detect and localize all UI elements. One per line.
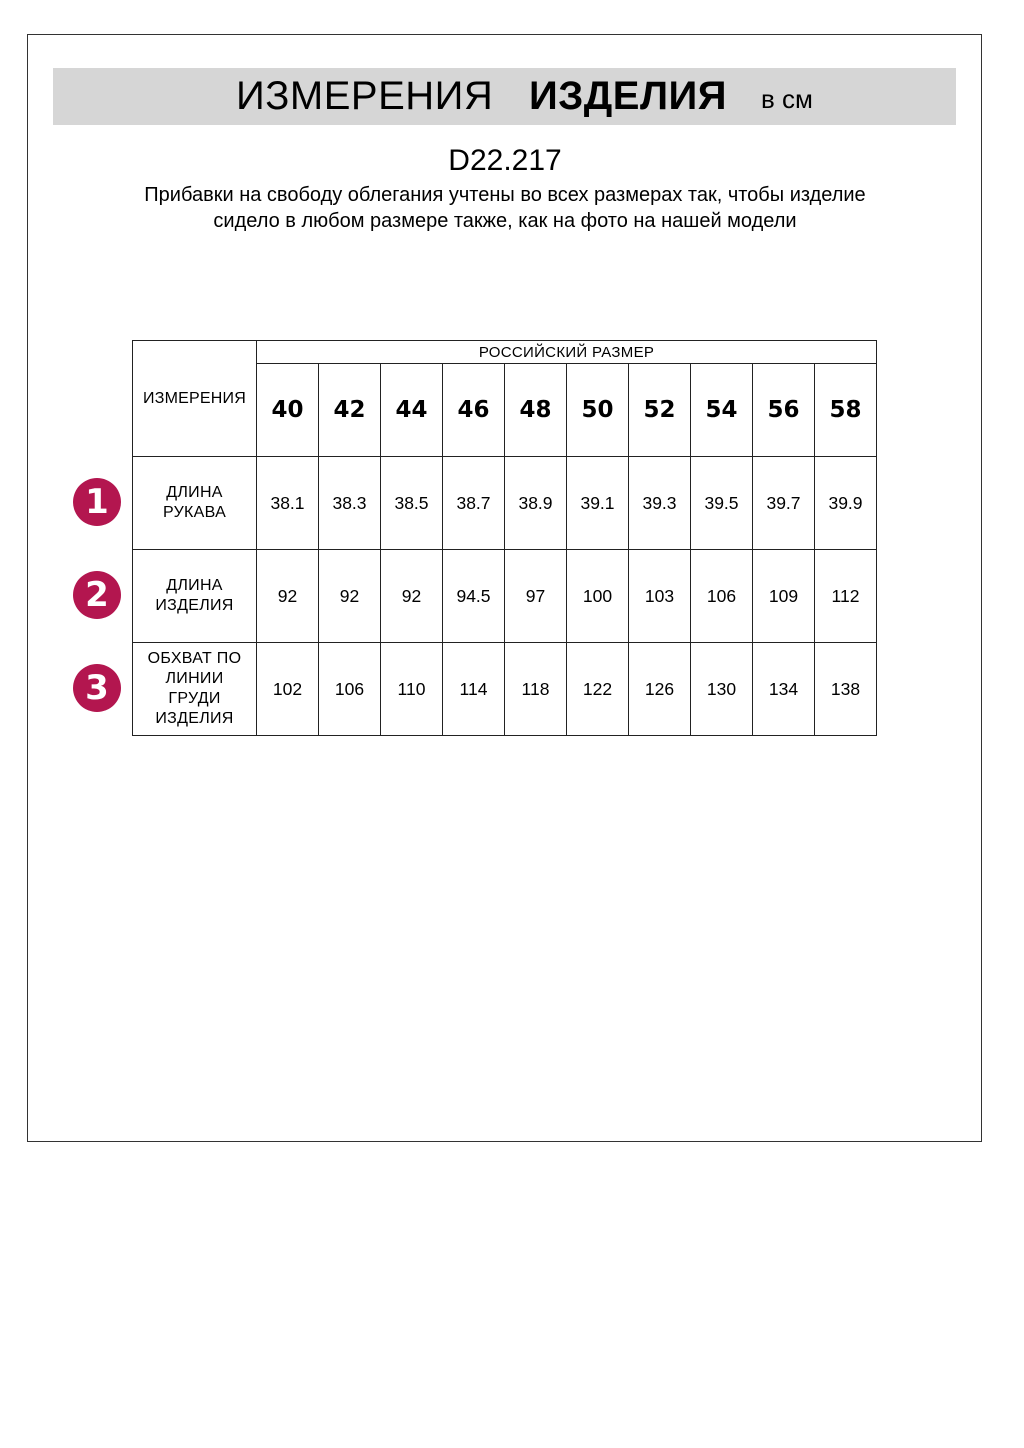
row-label <box>133 457 257 550</box>
size-header: 40 <box>257 364 319 457</box>
table-cell: 118 <box>505 643 567 736</box>
row-label-line: ДЛИНА <box>166 577 223 594</box>
table-cell: 92 <box>381 550 443 643</box>
table-cell: 94.5 <box>443 550 505 643</box>
size-header: 50 <box>567 364 629 457</box>
table-cell: 112 <box>815 550 877 643</box>
marker-badge-2: 2 <box>73 571 121 619</box>
table-row-chest-girth <box>133 643 877 736</box>
size-header: 48 <box>505 364 567 457</box>
marker-badge-1: 1 <box>73 478 121 526</box>
row-label <box>133 550 257 643</box>
table-cell: 110 <box>381 643 443 736</box>
table-cell: 114 <box>443 643 505 736</box>
table-cell: 38.7 <box>443 457 505 550</box>
table-cell: 39.3 <box>629 457 691 550</box>
table-cell: 103 <box>629 550 691 643</box>
size-header: 52 <box>629 364 691 457</box>
table-cell: 97 <box>505 550 567 643</box>
row-label-line: ГРУДИ <box>168 690 221 707</box>
measurements-header: ИЗМЕРЕНИЯ <box>133 341 257 457</box>
size-header: 44 <box>381 364 443 457</box>
table-cell: 38.3 <box>319 457 381 550</box>
row-label <box>133 643 257 736</box>
table-cell: 106 <box>319 643 381 736</box>
row-label-line: ДЛИНА <box>166 484 223 501</box>
size-header: 58 <box>815 364 877 457</box>
row-label-line: ИЗДЕЛИЯ <box>155 597 234 614</box>
size-header: 46 <box>443 364 505 457</box>
table-cell: 102 <box>257 643 319 736</box>
row-label-line: ОБХВАТ ПО <box>147 650 242 667</box>
table-cell: 122 <box>567 643 629 736</box>
table-cell: 100 <box>567 550 629 643</box>
page-title-regular: ИЗМЕРЕНИЯ <box>236 74 494 118</box>
table-cell: 138 <box>815 643 877 736</box>
row-label-line: РУКАВА <box>162 504 227 521</box>
table-cell: 92 <box>257 550 319 643</box>
page-title-unit: в см <box>761 84 813 114</box>
table-row-garment-length <box>133 550 877 643</box>
size-header: 54 <box>691 364 753 457</box>
header-row-group <box>133 341 877 364</box>
table-cell: 38.5 <box>381 457 443 550</box>
table-cell: 130 <box>691 643 753 736</box>
row-label-line: ЛИНИИ <box>165 670 224 687</box>
marker-badge-3: 3 <box>73 664 121 712</box>
table-cell: 38.9 <box>505 457 567 550</box>
table-cell: 39.5 <box>691 457 753 550</box>
size-header: 56 <box>753 364 815 457</box>
fit-note: Прибавки на свободу облегания учтены во всех размерах так, чтобы изделие сидело в любом размере также, как на фото на нашей модели <box>144 184 866 232</box>
table-cell: 126 <box>629 643 691 736</box>
size-header: 42 <box>319 364 381 457</box>
title-band <box>53 68 956 125</box>
table-cell: 39.7 <box>753 457 815 550</box>
table-cell: 39.1 <box>567 457 629 550</box>
size-table <box>132 340 877 736</box>
size-table-wrap <box>132 340 877 736</box>
table-row-sleeve-length <box>133 457 877 550</box>
product-code: D22.217 <box>448 144 562 177</box>
table-cell: 38.1 <box>257 457 319 550</box>
table-cell: 106 <box>691 550 753 643</box>
table-cell: 92 <box>319 550 381 643</box>
table-cell: 134 <box>753 643 815 736</box>
size-group-header: РОССИЙСКИЙ РАЗМЕР <box>257 341 877 364</box>
page-title-bold: ИЗДЕЛИЯ <box>529 74 728 118</box>
table-cell: 39.9 <box>815 457 877 550</box>
row-label-line: ИЗДЕЛИЯ <box>155 710 234 727</box>
table-cell: 109 <box>753 550 815 643</box>
